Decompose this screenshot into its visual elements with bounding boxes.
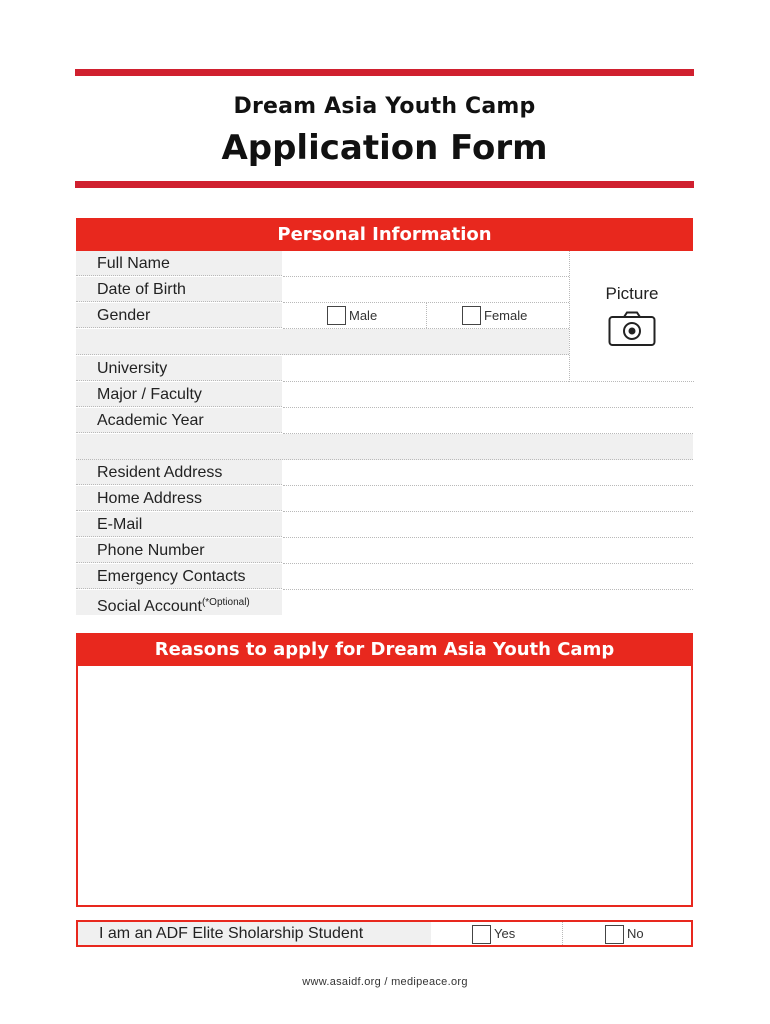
gender-label: Gender [76,303,282,328]
scholarship-no-checkbox[interactable] [605,925,624,944]
home-address-field[interactable] [283,486,693,512]
row-home-address [76,486,693,512]
male-checkbox[interactable] [327,306,346,325]
row-email [76,512,693,538]
resident-address-field[interactable] [283,460,693,486]
row-phone [76,538,693,564]
picture-label: Picture [605,284,659,303]
gender-field [283,303,569,329]
spacer-row-1 [76,329,569,355]
female-checkbox[interactable] [462,306,481,325]
date-of-birth-field[interactable] [283,277,569,303]
row-university [76,356,693,382]
scholarship-yes-label: Yes [494,926,516,941]
email-label: E-Mail [76,512,282,537]
footer-links: www.asaidf.org / medipeace.org [302,976,468,988]
row-academic-year [76,408,693,434]
gender-divider [426,303,427,328]
home-address-label: Home Address [76,486,282,511]
date-of-birth-label: Date of Birth [76,277,282,302]
social-account-text: Social Account [97,598,202,615]
scholarship-divider [562,922,563,945]
female-label: Female [484,308,528,323]
major-label: Major / Faculty [76,382,282,407]
row-resident-address [76,460,693,486]
scholarship-no-label: No [627,926,644,941]
phone-label: Phone Number [76,538,282,563]
social-account-label [76,590,282,615]
social-account-field[interactable] [283,590,693,615]
reasons-header: Reasons to apply for Dream Asia Youth Camp [76,633,693,666]
male-label: Male [349,308,378,323]
scholarship-row [76,920,693,947]
row-major [76,382,693,408]
scholarship-yes-checkbox[interactable] [472,925,491,944]
academic-year-field[interactable] [283,408,693,434]
academic-year-label: Academic Year [76,408,282,433]
emergency-label: Emergency Contacts [76,564,282,589]
emergency-field[interactable] [283,564,693,590]
full-name-label: Full Name [76,251,282,276]
phone-field[interactable] [283,538,693,564]
form-subtitle: Dream Asia Youth Camp [233,94,536,119]
spacer-row-2 [76,434,693,460]
major-field[interactable] [283,382,693,408]
camera-icon [608,311,656,347]
email-field[interactable] [283,512,693,538]
bottom-rule [75,181,694,188]
university-label: University [76,356,282,381]
full-name-field[interactable] [283,251,569,277]
reasons-textarea[interactable] [76,666,693,907]
scholarship-label: I am an ADF Elite Sholarship Student [78,922,431,945]
top-rule [75,69,694,76]
row-emergency [76,564,693,590]
resident-address-label: Resident Address [76,460,282,485]
form-title: Application Form [221,128,548,168]
row-social-account [76,590,693,616]
personal-info-header: Personal Information [76,218,693,251]
optional-note: (*Optional) [201,597,250,608]
university-field[interactable] [283,356,569,382]
